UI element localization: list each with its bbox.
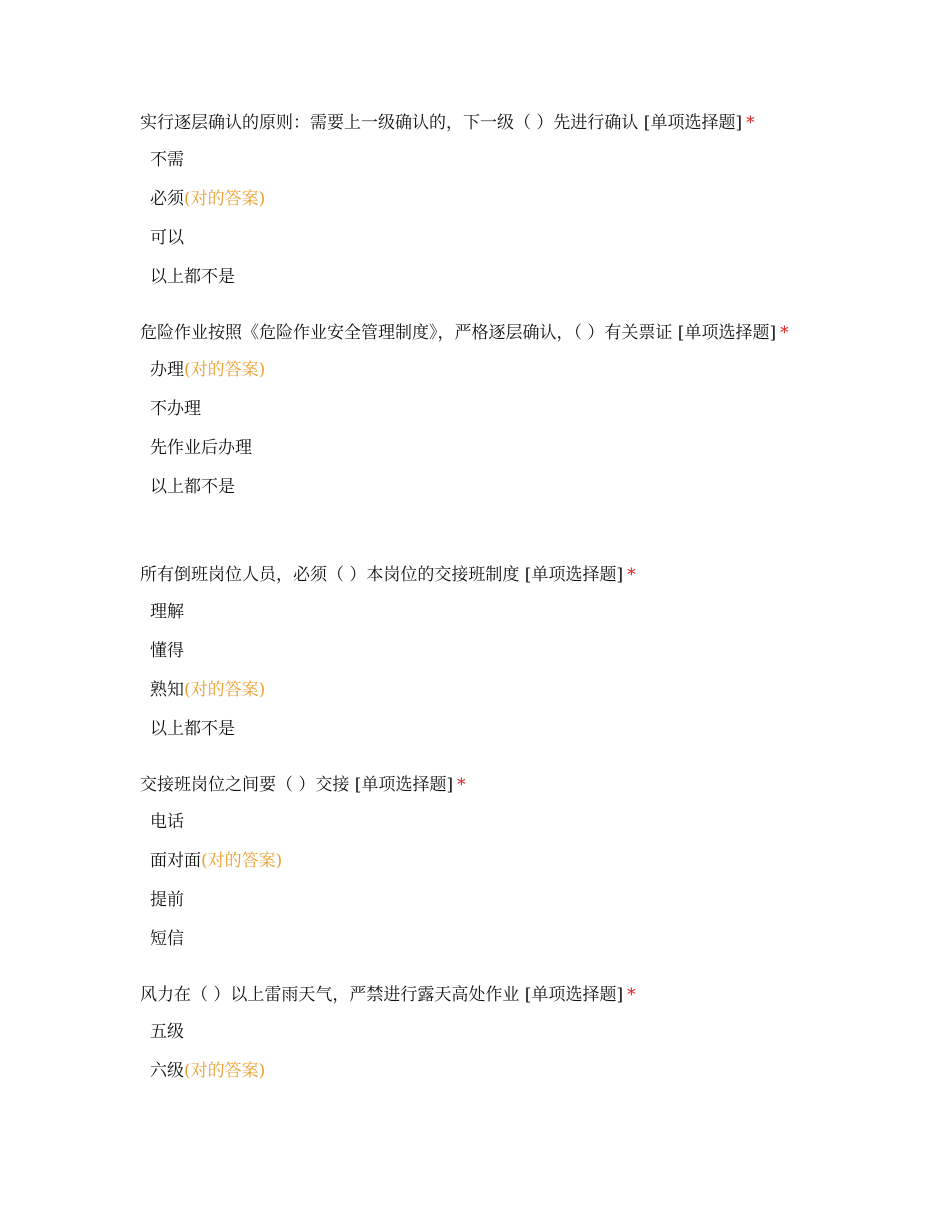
option-4-1[interactable]: 电话 (150, 812, 184, 832)
option-1-3[interactable]: 可以 (150, 228, 184, 248)
question-4 (140, 769, 820, 949)
option-4-4[interactable]: 短信 (150, 929, 184, 949)
question-text: 所有倒班岗位人员，必须（ ）本岗位的交接班制度 [单项选择题] * (140, 565, 636, 585)
correct-answer-tag: (对的答案) (184, 360, 266, 380)
required-marker: * (780, 323, 789, 343)
option-5-2[interactable]: 六级(对的答案) (150, 1061, 266, 1081)
option-4-2[interactable]: 面对面(对的答案) (150, 851, 283, 871)
question-text: 实行逐层确认的原则：需要上一级确认的，下一级（ ）先进行确认 [单项选择题] * (140, 113, 755, 133)
option-5-1[interactable]: 五级 (150, 1022, 184, 1042)
option-3-1[interactable]: 理解 (150, 602, 184, 622)
required-marker: * (627, 565, 636, 585)
option-2-4[interactable]: 以上都不是 (150, 477, 235, 497)
option-2-1[interactable]: 办理(对的答案) (150, 360, 266, 380)
question-3 (140, 559, 820, 739)
required-marker: * (457, 775, 466, 795)
question-text: 交接班岗位之间要（ ）交接 [单项选择题] * (140, 775, 466, 795)
option-3-4[interactable]: 以上都不是 (150, 719, 235, 739)
question-text: 风力在（ ）以上雷雨天气，严禁进行露天高处作业 [单项选择题] * (140, 985, 636, 1005)
option-2-3[interactable]: 先作业后办理 (150, 438, 252, 458)
correct-answer-tag: (对的答案) (184, 1061, 266, 1081)
question-2 (140, 317, 820, 497)
question-1 (140, 107, 820, 287)
option-1-4[interactable]: 以上都不是 (150, 267, 235, 287)
required-marker: * (746, 113, 755, 133)
option-3-2[interactable]: 懂得 (150, 641, 184, 661)
option-4-3[interactable]: 提前 (150, 890, 184, 910)
option-2-2[interactable]: 不办理 (150, 399, 201, 419)
question-text: 危险作业按照《危险作业安全管理制度》，严格逐层确认，（ ）有关票证 [单项选择题] * (140, 323, 789, 343)
option-3-3[interactable]: 熟知(对的答案) (150, 680, 266, 700)
option-1-2[interactable]: 必须(对的答案) (150, 189, 266, 209)
question-5 (140, 979, 820, 1081)
correct-answer-tag: (对的答案) (184, 189, 266, 209)
correct-answer-tag: (对的答案) (201, 851, 283, 871)
required-marker: * (627, 985, 636, 1005)
correct-answer-tag: (对的答案) (184, 680, 266, 700)
option-1-1[interactable]: 不需 (150, 150, 184, 170)
